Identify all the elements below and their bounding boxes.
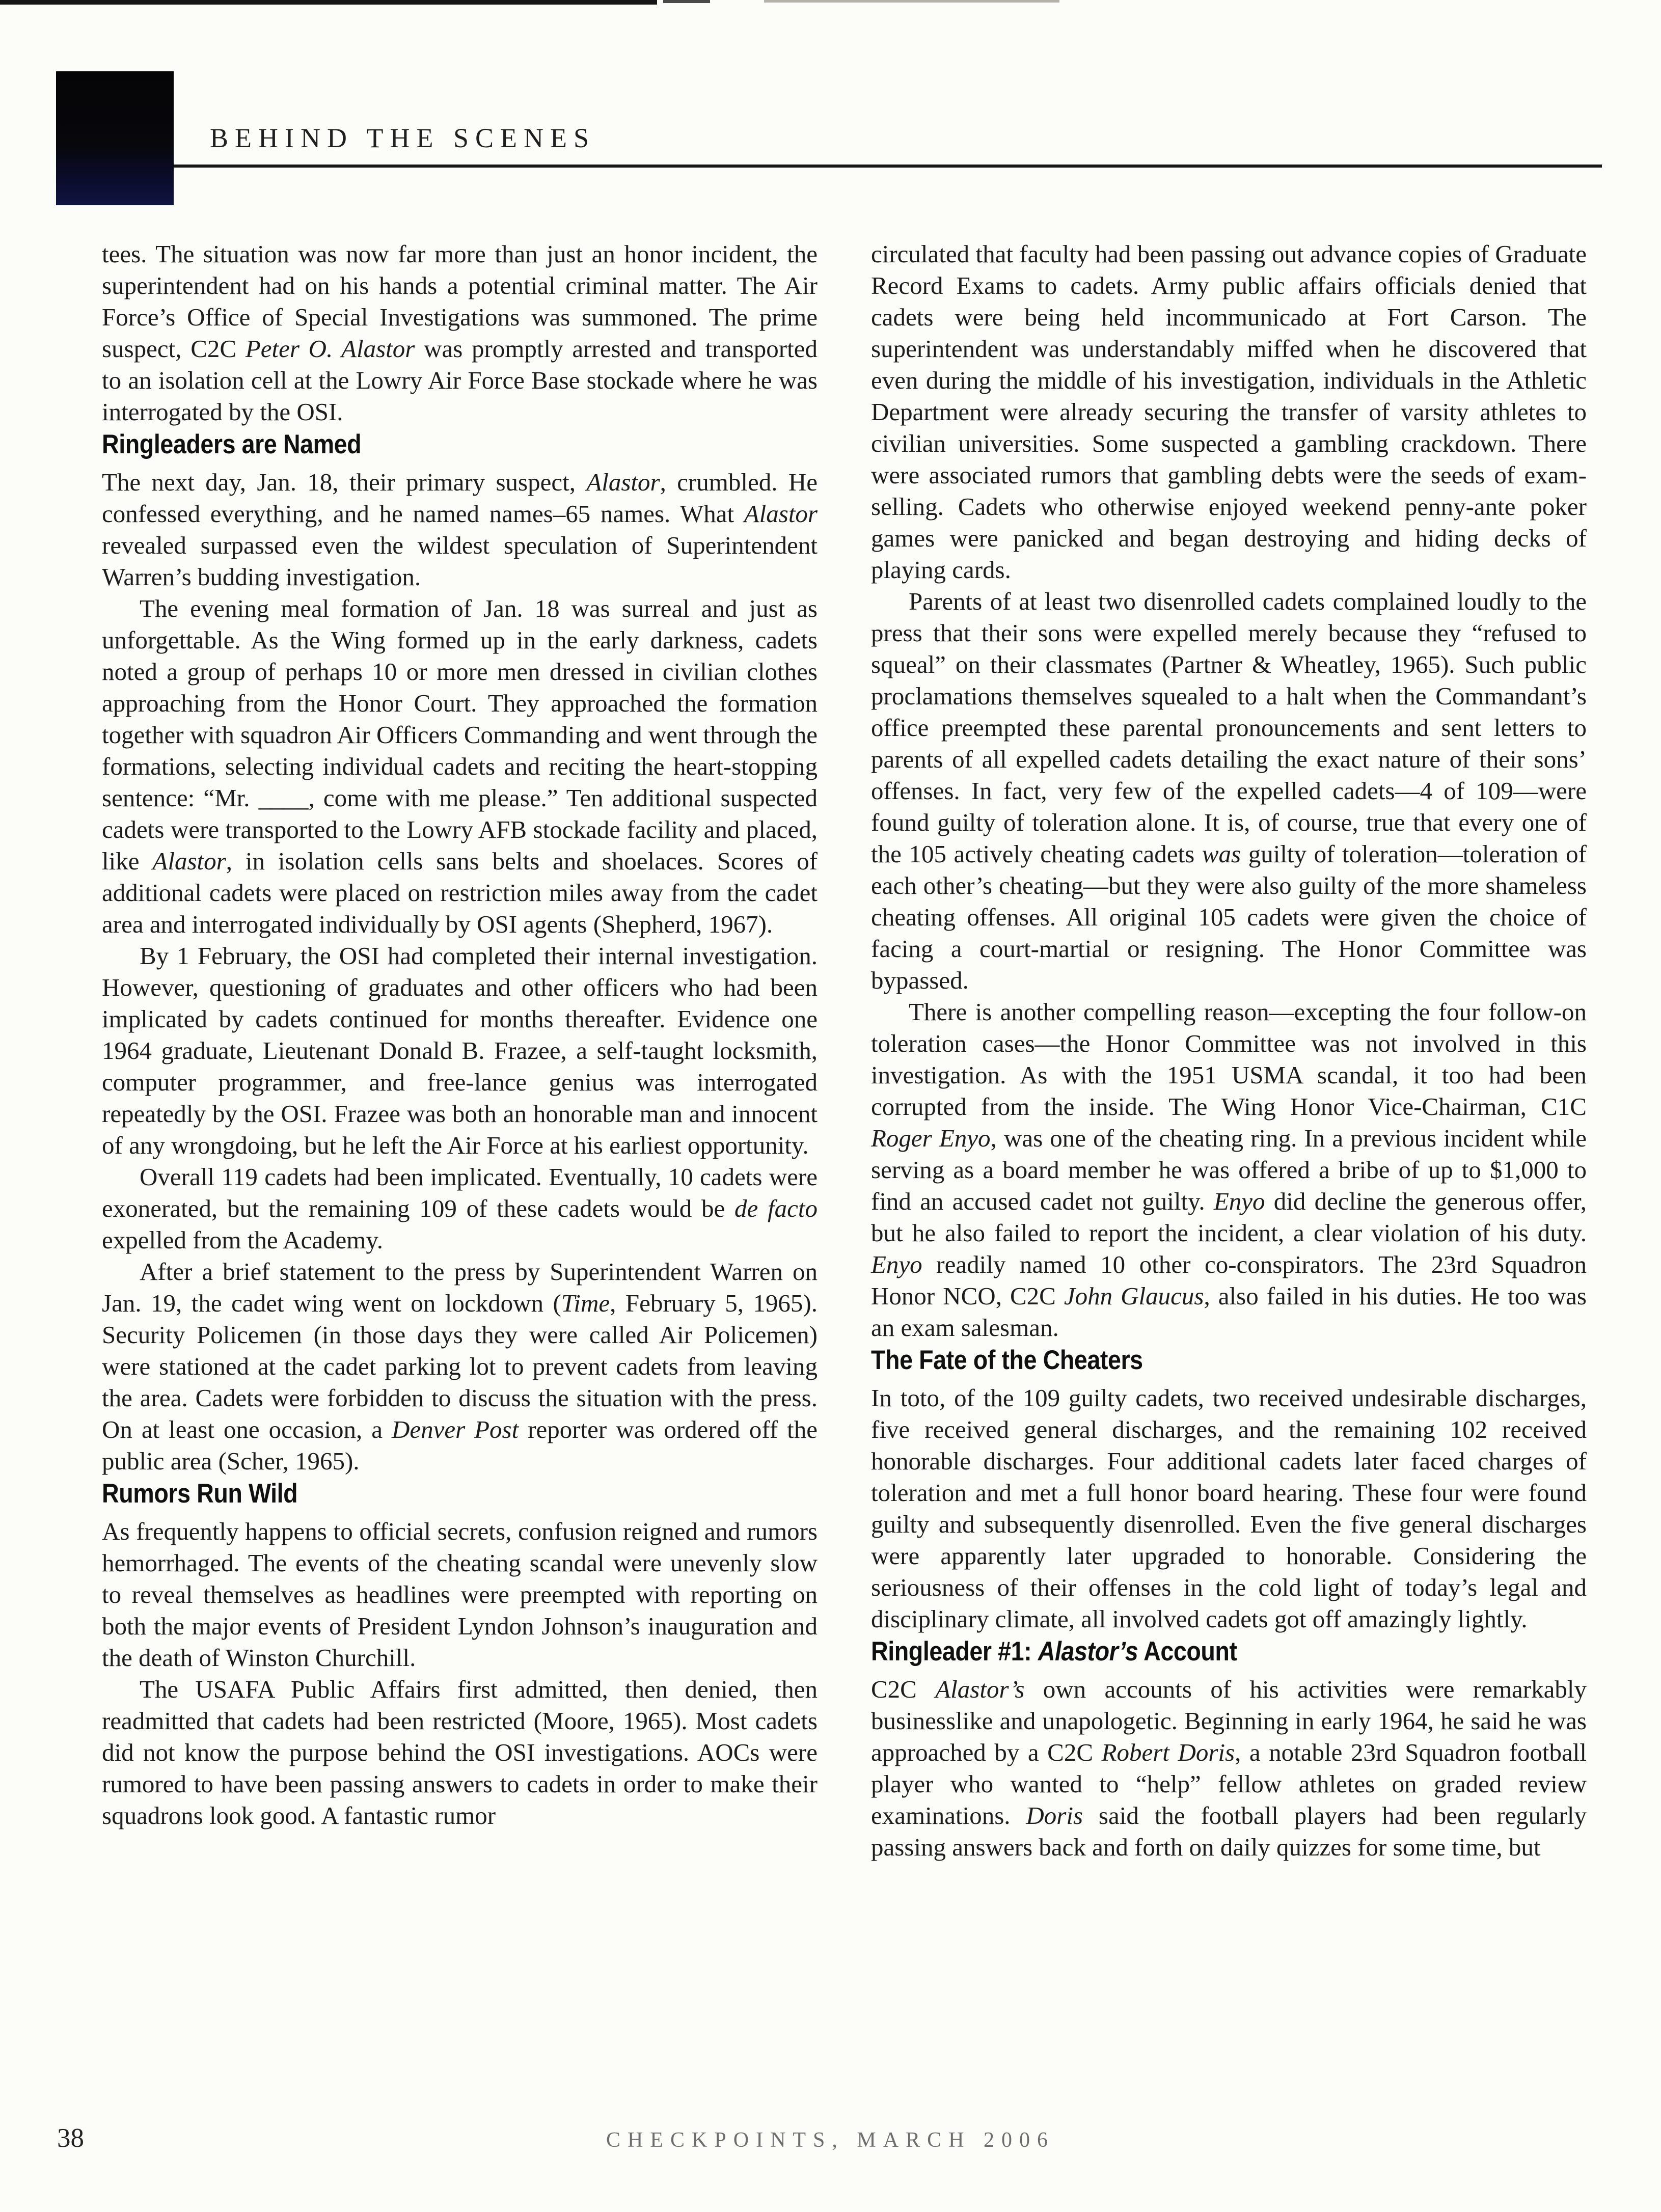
emphasized-name: was xyxy=(1202,840,1241,868)
paragraph: As frequently happens to official secrets, confusion reigned and rumors hemorrhaged. The events of the cheating scandal were unevenly slow to reveal themselves as headlines were preempted with reporting on both the major events of President Lyndon Johnson’s inauguration and the death of Winston Churchill. xyxy=(102,1517,818,1672)
emphasized-name: Alastor’s xyxy=(935,1675,1025,1703)
right-column xyxy=(871,238,1587,1863)
page-number: 38 xyxy=(57,2123,84,2153)
emphasized-name: Robert Doris xyxy=(1101,1738,1235,1766)
paragraph: The next day, Jan. 18, their primary suspect, Alastor, crumbled. He confessed everything, and he named names–65 names. What Alastor revealed surpassed even the wildest speculation of Superintendent Warren’s budding investigation. xyxy=(102,468,818,591)
left-column xyxy=(102,238,818,1863)
paragraph: tees. The situation was now far more than just an honor incident, the superintendent had on his hands a potential criminal matter. The Air Force’s Office of Special Investigations was summoned. The prime suspect, C2C Peter O. Alastor was promptly arrested and transported to an isolation cell at the Lowry Air Force Base stockade where he was interrogated by the OSI. xyxy=(102,240,818,426)
paragraph: C2C Alastor’s own accounts of his activities were remarkably businesslike and unapologetic. Beginning in early 1964, he said he was approached by a C2C Robert Doris, a notable 23rd Squadron football player who wanted to “help” fellow athletes on graded review examinations. Doris said the football players had been regularly passing answers back and forth on daily quizzes for some time, but xyxy=(871,1675,1587,1861)
emphasized-name: Alastor xyxy=(744,500,818,528)
section-heading: Ringleader #1: Alastor’s Account xyxy=(871,1636,1237,1667)
section-logo-box xyxy=(56,71,174,205)
section-heading: Rumors Run Wild xyxy=(102,1479,298,1509)
emphasized-name: Enyo xyxy=(871,1250,922,1278)
paragraph: The USAFA Public Affairs first admitted, then denied, then readmitted that cadets had been restricted (Moore, 1965). Most cadets did not know the purpose behind the OSI investigations. AOCs were rumored to have been passing answers to cadets in order to make their squadrons look good. A fantastic rumor xyxy=(102,1675,818,1829)
paragraph: In toto, of the 109 guilty cadets, two received undesirable discharges, five received general discharges, and the remaining 102 received honorable discharges. Four additional cadets later faced charges of toleration and met a full honor board hearing. These four were found guilty and subsequently disenrolled. Even the five general discharges were apparently later upgraded to honorable. Considering the seriousness of their offenses in the cold light of today’s legal and disciplinary climate, all involved cadets got off amazingly lightly. xyxy=(871,1384,1587,1633)
emphasized-name: Denver Post xyxy=(391,1415,519,1443)
emphasized-name: Enyo xyxy=(1213,1187,1265,1215)
emphasized-name: John Glaucus xyxy=(1064,1282,1204,1310)
paragraph: Overall 119 cadets had been implicated. Eventually, 10 cadets were exonerated, but the remaining 109 of these cadets would be de facto expelled from the Academy. xyxy=(102,1163,818,1254)
emphasized-name: Peter O. Alastor xyxy=(245,335,415,363)
emphasized-name: Roger Enyo xyxy=(871,1124,991,1152)
paragraph: Parents of at least two disenrolled cadets complained loudly to the press that their sons were expelled merely because they “refused to squeal” on their classmates (Partner & Wheatley, 1965). Such public proclamations themselves squealed to a halt when the Commandant’s office preempted these parental pronouncements and sent letters to parents of all expelled cadets detailing the exact nature of their sons’ offenses. In fact, very few of the expelled cadets—4 of 109—were found guilty of toleration alone. It is, of course, true that every one of the 105 actively cheating cadets was guilty of toleration—toleration of each other’s cheating—but they were also guilty of the more shameless cheating offenses. All original 105 cadets were given the choice of facing a court-martial or resigning. The Honor Committee was bypassed. xyxy=(871,587,1587,994)
section-heading: Ringleaders are Named xyxy=(102,429,362,459)
top-edge-scan-strip xyxy=(0,0,657,5)
header-rule xyxy=(151,165,1602,168)
paragraph: circulated that faculty had been passing out advance copies of Graduate Record Exams to cadets. Army public affairs officials denied that cadets were being held incommunicado at Fort Carson. The superintendent was understandably miffed when he discovered that even during the middle of his investigation, individuals in the Athletic Department were already securing the transfer of varsity athletes to civilian universities. Some suspected a gambling crackdown. There were associated rumors that gambling debts were the seeds of exam-selling. Cadets who otherwise enjoyed weekend penny-ante poker games were panicked and began destroying and hiding decks of playing cards. xyxy=(871,240,1587,584)
emphasized-name: Alastor’s xyxy=(1038,1636,1138,1667)
section-heading: The Fate of the Cheaters xyxy=(871,1345,1143,1375)
emphasized-name: Time xyxy=(561,1289,610,1317)
top-edge-scan-strip xyxy=(764,0,1059,3)
paragraph: After a brief statement to the press by Superintendent Warren on Jan. 19, the cadet wing went on lockdown (Time, February 5, 1965). Security Policemen (in those days they were called Air Policemen) were stationed at the cadet parking lot to prevent cadets from leaving the area. Cadets were forbidden to discuss the situation with the press. On at least one occasion, a Denver Post reporter was ordered off the public area (Scher, 1965). xyxy=(102,1258,818,1475)
paragraph: There is another compelling reason—excepting the four follow-on toleration cases—the Honor Committee was not involved in this investigation. As with the 1951 USMA scandal, it too had been corrupted from the inside. The Wing Honor Vice-Chairman, C1C Roger Enyo, was one of the cheating ring. In a previous incident while serving as a board member he was offered a bribe of up to $1,000 to find an accused cadet not guilty. Enyo did decline the generous offer, but he also failed to report the incident, a clear violation of his duty. Enyo readily named 10 other co-conspirators. The 23rd Squadron Honor NCO, C2C John Glaucus, also failed in his duties. He too was an exam salesman. xyxy=(871,998,1587,1342)
paragraph: By 1 February, the OSI had completed their internal investigation. However, questioning of graduates and other officers who had been implicated by cadets continued for months thereafter. Evidence one 1964 graduate, Lieutenant Donald B. Frazee, a self-taught locksmith, computer programmer, and free-lance genius was interrogated repeatedly by the OSI. Frazee was both an honorable man and innocent of any wrongdoing, but he left the Air Force at his earliest opportunity. xyxy=(102,942,818,1159)
emphasized-name: Doris xyxy=(1026,1801,1083,1829)
emphasized-name: de facto xyxy=(734,1194,818,1222)
paragraph: The evening meal formation of Jan. 18 was surreal and just as unforgettable. As the Wing formed up in the early darkness, cadets noted a group of perhaps 10 or more men dressed in civilian clothes approaching from the Honor Court. They approached the formation together with squadron Air Officers Commanding and went through the formations, selecting individual cadets and reciting the heart-stopping sentence: “Mr. ____, come with me please.” Ten additional suspected cadets were transported to the Lowry AFB stockade facility and placed, like Alastor, in isolation cells sans belts and shoelaces. Scores of additional cadets were placed on restriction miles away from the cadet area and interrogated individually by OSI agents (Shepherd, 1967). xyxy=(102,594,818,938)
section-kicker: BEHIND THE SCENES xyxy=(210,123,596,153)
top-edge-scan-strip xyxy=(663,0,710,3)
article-body xyxy=(102,238,1587,1863)
journal-footer: CHECKPOINTS, MARCH 2006 xyxy=(606,2128,1055,2152)
emphasized-name: Alastor xyxy=(152,847,226,875)
emphasized-name: Alastor xyxy=(586,468,660,496)
